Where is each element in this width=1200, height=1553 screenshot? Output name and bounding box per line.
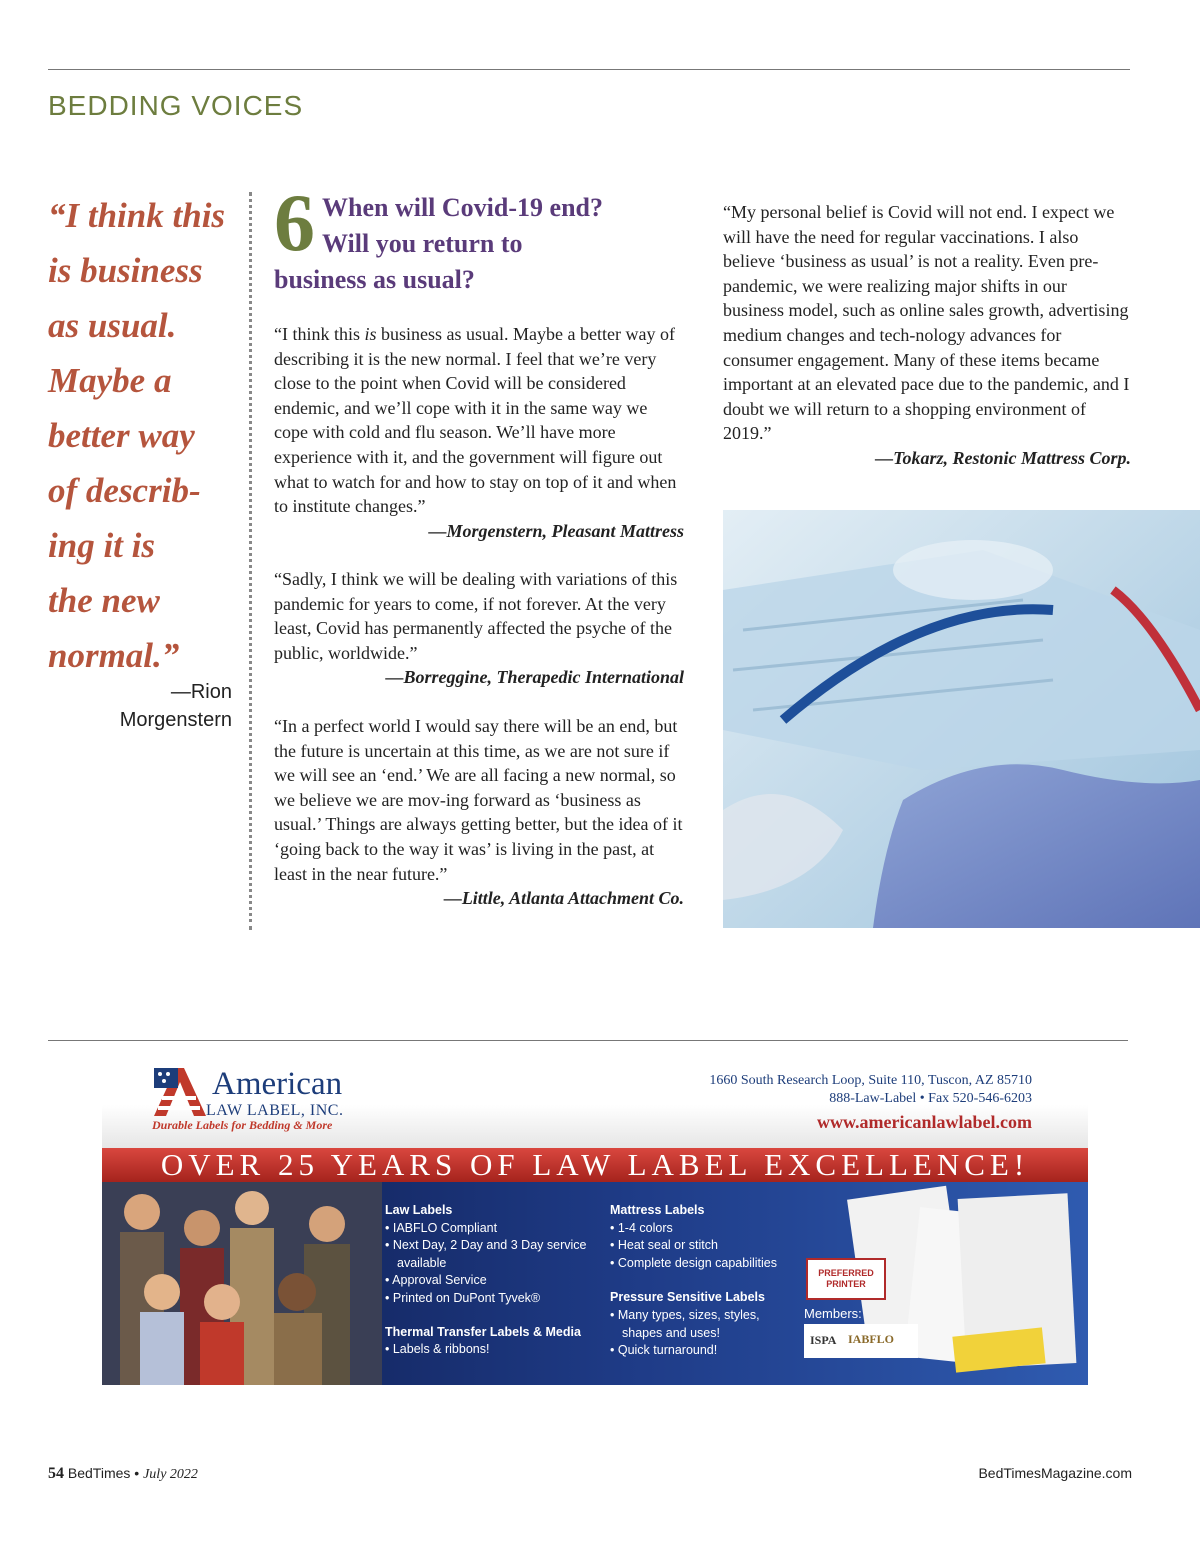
pull-attr-line: Morgenstern xyxy=(119,709,232,731)
ad-photo-area xyxy=(102,1182,1088,1385)
pull-quote-attribution xyxy=(60,678,232,734)
response-borreggine xyxy=(274,567,684,690)
response-attribution: —Tokarz, Restonic Mattress Corp. xyxy=(875,447,1131,468)
response-text: “My personal belief is Covid will not end. I expect we will have the need for regular vaccinations. I also believe ‘business as usual’ is not a reality. Even pre-pandemic, we were realizing major shifts in our business model, such as online sales growth, advertising medium changes and tech-nology advances for consumer engagement. Many of these items became important at an elevated pace due to the pandemic, and I doubt we will return to a shopping environment of 2019.” xyxy=(723,202,1130,444)
ad-law-labels-column xyxy=(385,1202,595,1359)
response-attribution: —Little, Atlanta Attachment Co. xyxy=(443,888,684,909)
pull-quote-line: ing it is xyxy=(48,526,155,565)
ad-col-item: • Next Day, 2 Day and 3 Day service available xyxy=(385,1237,595,1272)
pull-quote-line: Maybe a xyxy=(48,361,172,400)
issue-date: July 2022 xyxy=(143,1467,198,1482)
page-number: 54 xyxy=(48,1465,64,1482)
ad-phone-fax: 888-Law-Label • Fax 520-546-6203 xyxy=(829,1091,1032,1106)
preferred-printer-text: PREFERRED PRINTER xyxy=(818,1268,874,1289)
publication-name: BedTimes xyxy=(67,1465,131,1481)
dotted-divider xyxy=(249,192,252,930)
ad-col-item: • IABFLO Compliant xyxy=(385,1220,595,1238)
ad-col-item: • Approval Service xyxy=(385,1272,595,1290)
ad-col-item: • Many types, sizes, styles, shapes and uses! xyxy=(610,1307,800,1342)
question-number: 6 xyxy=(274,177,315,268)
response-little xyxy=(274,714,684,911)
ad-col-item: • Heat seal or stitch xyxy=(610,1237,800,1255)
ad-tagline: Durable Labels for Bedding & More xyxy=(152,1118,333,1132)
preferred-printer-badge xyxy=(806,1258,886,1300)
ad-col-heading: Pressure Sensitive Labels xyxy=(610,1290,765,1305)
pull-quote-line: as usual. xyxy=(48,306,177,345)
response-text: “Sadly, I think we will be dealing with variations of this pandemic for years to come, if not forever. At the very least, Covid has permanently affected the psyche of the public, worldwide.” xyxy=(274,569,678,663)
pull-quote-line: normal.” xyxy=(48,636,180,675)
footer-left xyxy=(48,1465,198,1483)
members-label: Members: xyxy=(804,1306,862,1321)
law-label-logo-icon xyxy=(150,1066,208,1118)
ppe-photo xyxy=(723,510,1200,928)
pull-quote xyxy=(48,188,238,683)
ad-col-item: • Quick turnaround! xyxy=(610,1342,800,1360)
section-title: BEDDING VOICES xyxy=(48,90,304,121)
pull-attr-line: —Rion xyxy=(170,681,232,703)
response-attribution: —Borreggine, Therapedic International xyxy=(385,667,684,688)
response-attribution: —Morgenstern, Pleasant Mattress xyxy=(428,520,684,541)
ad-company-sub: LAW LABEL, INC. xyxy=(206,1102,344,1119)
ad-top-rule xyxy=(48,1040,1128,1041)
question-heading xyxy=(274,190,694,298)
ad-address: 1660 South Research Loop, Suite 110, Tuscon, AZ 85710 xyxy=(709,1073,1032,1088)
response-text: “In a perfect world I would say there will be an end, but the future is uncertain at this time, as we are not sure if we will see an ‘end.’ We are all facing a new normal, so we believe we are mov-ing forward as ‘business as usual.’ Things are always getting better, but the idea of it ‘going back to the way it was’ is living in the past, at least in the near future.” xyxy=(274,716,683,884)
pull-quote-line: the new xyxy=(48,581,160,620)
top-rule xyxy=(48,69,1130,70)
ad-col-heading: Mattress Labels xyxy=(610,1203,705,1217)
ad-company-name: American xyxy=(212,1066,343,1102)
ad-website-link[interactable]: www.americanlawlabel.com xyxy=(817,1112,1032,1132)
ad-contact xyxy=(709,1072,1032,1108)
american-law-label-ad[interactable] xyxy=(102,1062,1088,1385)
ad-banner: OVER 25 YEARS OF LAW LABEL EXCELLENCE! xyxy=(102,1148,1088,1182)
question-line: When will Covid-19 end? xyxy=(322,193,603,222)
ad-col-heading: Law Labels xyxy=(385,1203,453,1217)
response-morgenstern xyxy=(274,322,684,543)
pull-quote-line: is business xyxy=(48,251,203,290)
response-text: “I think this is business as usual. Maybe a better way of describing it is the new normal. I feel that we’re very close to the point when Covid will be considered endemic, and we’ll cope with it in the same way we cope with cold and flu season. We’ll have more experience with it, and the government will figure out what to watch for and how to stay on top of it and when to institute changes.” xyxy=(274,324,677,517)
ad-col-item: • Labels & ribbons! xyxy=(385,1341,595,1359)
ad-col-heading: Thermal Transfer Labels & Media xyxy=(385,1324,581,1339)
separator-dot: • xyxy=(134,1465,144,1481)
footer-website[interactable]: BedTimesMagazine.com xyxy=(978,1465,1132,1481)
response-tokarz xyxy=(723,200,1131,471)
member-logos xyxy=(804,1324,918,1358)
pull-quote-line: of describ- xyxy=(48,471,201,510)
ad-col-item: • Complete design capabilities xyxy=(610,1255,800,1273)
question-line: Will you return to xyxy=(322,229,523,258)
iabflo-logo: IABFLO xyxy=(848,1332,895,1346)
ad-people-photo xyxy=(102,1182,1088,1385)
pull-quote-line: better way xyxy=(48,416,195,455)
question-line: business as usual? xyxy=(274,265,475,294)
ad-col-item: • 1-4 colors xyxy=(610,1220,800,1238)
ad-col-item: • Printed on DuPont Tyvek® xyxy=(385,1290,595,1308)
ad-mattress-labels-column xyxy=(610,1202,800,1360)
ispa-logo: ISPA xyxy=(810,1333,837,1347)
pull-quote-line: “I think this xyxy=(48,196,226,235)
